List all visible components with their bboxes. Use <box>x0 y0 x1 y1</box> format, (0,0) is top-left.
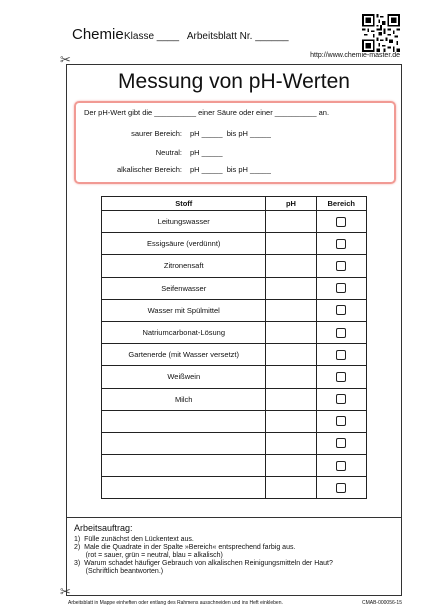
task-item: 3) Warum schadet häufiger Gebrauch von alkalischen Reinigungsmitteln der Haut? <box>74 560 333 567</box>
ph-table <box>101 196 367 499</box>
checkbox-icon[interactable] <box>336 283 346 293</box>
stoff-cell[interactable] <box>102 477 266 499</box>
cloze-row-label: Neutral: <box>155 148 182 157</box>
checkbox-icon[interactable] <box>336 461 346 471</box>
header-ph: pH <box>266 197 316 211</box>
table-row <box>102 388 367 410</box>
ph-cell[interactable] <box>266 366 316 388</box>
checkbox-icon[interactable] <box>336 416 346 426</box>
bereich-cell <box>316 233 367 255</box>
website-url: http://www.chemie-master.de <box>310 52 400 59</box>
task-item: (Schriftlich beantworten.) <box>74 568 164 575</box>
table-row <box>102 233 367 255</box>
page-title: Messung von pH-Werten <box>118 70 350 93</box>
bereich-cell <box>316 255 367 277</box>
ph-cell[interactable] <box>266 410 316 432</box>
ph-cell[interactable] <box>266 277 316 299</box>
task-item: 1) Fülle zunächst den Lückentext aus. <box>74 536 194 543</box>
bereich-cell <box>316 366 367 388</box>
table-row <box>102 477 367 499</box>
sheet-label: Arbeitsblatt Nr. ______ <box>186 31 289 42</box>
stoff-cell: Milch <box>102 388 266 410</box>
table-row <box>102 299 367 321</box>
class-label: Klasse ____ <box>124 31 180 42</box>
section-divider <box>66 517 402 518</box>
stoff-cell[interactable] <box>102 410 266 432</box>
bereich-cell <box>316 455 367 477</box>
table-row <box>102 211 367 233</box>
bereich-cell <box>316 344 367 366</box>
subject-title: Chemie <box>72 26 124 43</box>
ph-cell[interactable] <box>266 477 316 499</box>
bereich-cell <box>316 299 367 321</box>
table-row <box>102 432 367 454</box>
auftrag-title: Arbeitsauftrag: <box>74 523 133 533</box>
ph-cell[interactable] <box>266 432 316 454</box>
class-sheet-line <box>124 31 289 42</box>
stoff-cell: Zitronensaft <box>102 255 266 277</box>
bereich-cell <box>316 388 367 410</box>
checkbox-icon[interactable] <box>336 261 346 271</box>
stoff-cell: Seifenwasser <box>102 277 266 299</box>
bereich-cell <box>316 432 367 454</box>
header-stoff: Stoff <box>102 197 266 211</box>
cloze-row-label: saurer Bereich: <box>131 129 182 138</box>
checkbox-icon[interactable] <box>336 483 346 493</box>
bereich-cell <box>316 211 367 233</box>
bereich-cell <box>316 321 367 343</box>
stoff-cell[interactable] <box>102 432 266 454</box>
task-item: (rot = sauer, grün = neutral, blau = alkalisch) <box>74 552 223 559</box>
stoff-cell: Weißwein <box>102 366 266 388</box>
ph-cell[interactable] <box>266 211 316 233</box>
cloze-line: Der pH-Wert gibt die __________ einer Säure oder einer __________ an. <box>84 108 330 117</box>
bereich-cell <box>316 277 367 299</box>
table-row <box>102 410 367 432</box>
table-row <box>102 366 367 388</box>
footer-note: Arbeitsblatt in Mappe einheften oder entlang des Rahmens ausschneiden und ins Heft einkleben. <box>68 600 283 606</box>
ph-cell[interactable] <box>266 344 316 366</box>
footer-code: CMAB-000056-15 <box>361 600 402 606</box>
table-row <box>102 277 367 299</box>
stoff-cell[interactable] <box>102 455 266 477</box>
checkbox-icon[interactable] <box>336 394 346 404</box>
cloze-row-value: pH _____ <box>190 148 223 157</box>
checkbox-icon[interactable] <box>336 217 346 227</box>
ph-cell[interactable] <box>266 455 316 477</box>
scissors-icon: ✂ <box>60 52 71 67</box>
ph-cell[interactable] <box>266 233 316 255</box>
cloze-row-value: pH _____ bis pH _____ <box>190 129 271 138</box>
ph-cell[interactable] <box>266 388 316 410</box>
table-row <box>102 455 367 477</box>
table-row <box>102 321 367 343</box>
cloze-row-value: pH _____ bis pH _____ <box>190 165 271 174</box>
checkbox-icon[interactable] <box>336 305 346 315</box>
checkbox-icon[interactable] <box>336 372 346 382</box>
stoff-cell: Gartenerde (mit Wasser versetzt) <box>102 344 266 366</box>
checkbox-icon[interactable] <box>336 350 346 360</box>
table-row <box>102 344 367 366</box>
ph-cell[interactable] <box>266 321 316 343</box>
bereich-cell <box>316 477 367 499</box>
ph-cell[interactable] <box>266 299 316 321</box>
task-item: 2) Male die Quadrate in der Spalte »Bereich« entsprechend farbig aus. <box>74 544 296 551</box>
stoff-cell: Wasser mit Spülmittel <box>102 299 266 321</box>
stoff-cell: Leitungswasser <box>102 211 266 233</box>
header-bereich: Bereich <box>316 197 367 211</box>
ph-cell[interactable] <box>266 255 316 277</box>
checkbox-icon[interactable] <box>336 438 346 448</box>
bereich-cell <box>316 410 367 432</box>
stoff-cell: Essigsäure (verdünnt) <box>102 233 266 255</box>
stoff-cell: Natriumcarbonat-Lösung <box>102 321 266 343</box>
checkbox-icon[interactable] <box>336 328 346 338</box>
table-header <box>102 197 367 211</box>
scissors-icon: ✂ <box>60 584 71 599</box>
cloze-row-label: alkalischer Bereich: <box>116 165 182 174</box>
qr-code-icon <box>362 14 400 52</box>
checkbox-icon[interactable] <box>336 239 346 249</box>
table-row <box>102 255 367 277</box>
